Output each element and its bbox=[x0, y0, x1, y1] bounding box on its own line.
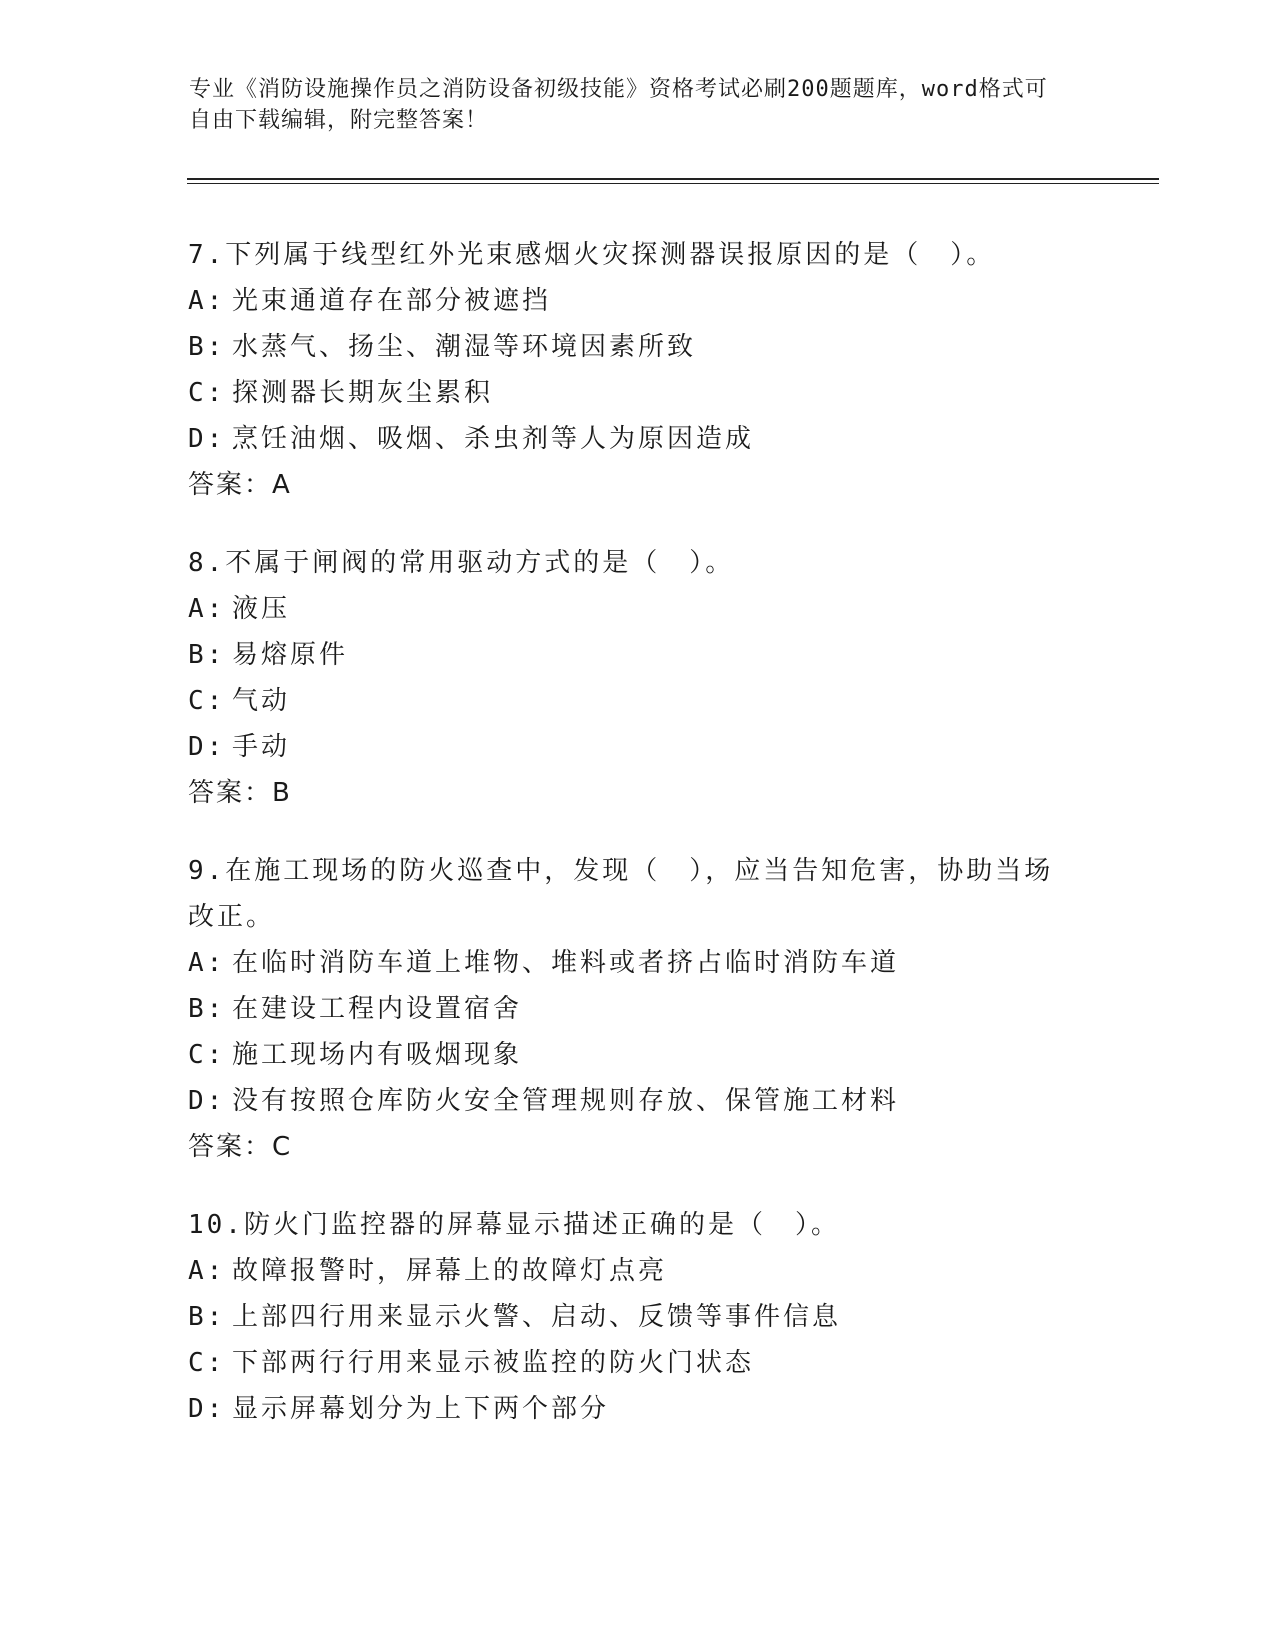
answer-label: 答案：B bbox=[188, 778, 292, 808]
option-text: 上部四行用来显示火警、启动、反馈等事件信息 bbox=[232, 1302, 842, 1332]
option-text: 下部两行行用来显示被监控的防火门状态 bbox=[232, 1348, 755, 1378]
option-text: 手动 bbox=[232, 732, 291, 762]
option-d bbox=[188, 724, 1088, 770]
option-key: D: bbox=[188, 424, 226, 454]
option-text: 施工现场内有吸烟现象 bbox=[232, 1040, 523, 1070]
option-key: B: bbox=[188, 332, 226, 362]
option-key: A: bbox=[188, 948, 226, 978]
option-d bbox=[188, 416, 1088, 462]
option-text: 液压 bbox=[232, 594, 291, 624]
question-stem: 8.不属于闸阀的常用驱动方式的是（ ）。 bbox=[188, 548, 735, 578]
option-text: 烹饪油烟、吸烟、杀虫剂等人为原因造成 bbox=[232, 424, 755, 454]
option-key: A: bbox=[188, 1256, 226, 1286]
option-text: 易熔原件 bbox=[232, 640, 349, 670]
question-9 bbox=[188, 848, 1088, 1170]
header-rule-thin bbox=[187, 183, 1159, 184]
option-text: 水蒸气、扬尘、潮湿等环境因素所致 bbox=[232, 332, 697, 362]
option-key: B: bbox=[188, 1302, 226, 1332]
option-a bbox=[188, 940, 1088, 986]
option-a bbox=[188, 278, 1088, 324]
option-text: 气动 bbox=[232, 686, 291, 716]
option-key: C: bbox=[188, 1040, 226, 1070]
option-key: C: bbox=[188, 378, 226, 408]
option-c bbox=[188, 370, 1088, 416]
option-key: A: bbox=[188, 286, 226, 316]
option-c bbox=[188, 1032, 1088, 1078]
document-header: 专业《消防设施操作员之消防设备初级技能》资格考试必刷200题题库，word格式可自由下载编辑，附完整答案！ bbox=[189, 77, 1048, 133]
answer-label: 答案：C bbox=[188, 1132, 293, 1162]
option-key: C: bbox=[188, 1348, 226, 1378]
option-key: D: bbox=[188, 1394, 226, 1424]
option-a bbox=[188, 1248, 1088, 1294]
option-d bbox=[188, 1078, 1088, 1124]
option-a bbox=[188, 586, 1088, 632]
option-key: B: bbox=[188, 994, 226, 1024]
option-key: B: bbox=[188, 640, 226, 670]
option-d bbox=[188, 1386, 1088, 1432]
option-text: 探测器长期灰尘累积 bbox=[232, 378, 494, 408]
answer-label: 答案：A bbox=[188, 470, 292, 500]
option-b bbox=[188, 1294, 1088, 1340]
option-text: 在建设工程内设置宿舍 bbox=[232, 994, 523, 1024]
option-text: 在临时消防车道上堆物、堆料或者挤占临时消防车道 bbox=[232, 948, 900, 978]
option-c bbox=[188, 678, 1088, 724]
option-text: 故障报警时，屏幕上的故障灯点亮 bbox=[232, 1256, 668, 1286]
question-8 bbox=[188, 540, 1088, 816]
option-b bbox=[188, 986, 1088, 1032]
option-key: C: bbox=[188, 686, 226, 716]
question-list bbox=[188, 232, 1088, 1464]
option-c bbox=[188, 1340, 1088, 1386]
option-key: D: bbox=[188, 1086, 226, 1116]
option-key: D: bbox=[188, 732, 226, 762]
question-10 bbox=[188, 1202, 1088, 1432]
option-b bbox=[188, 324, 1088, 370]
option-b bbox=[188, 632, 1088, 678]
option-text: 光束通道存在部分被遮挡 bbox=[232, 286, 552, 316]
question-stem: 7.下列属于线型红外光束感烟火灾探测器误报原因的是（ ）。 bbox=[188, 240, 996, 270]
option-key: A: bbox=[188, 594, 226, 624]
header-rule-thick bbox=[187, 178, 1159, 180]
question-7 bbox=[188, 232, 1088, 508]
option-text: 显示屏幕划分为上下两个部分 bbox=[232, 1394, 610, 1424]
question-stem: 9.在施工现场的防火巡查中，发现（ ），应当告知危害，协助当场改正。 bbox=[188, 856, 1054, 932]
question-stem: 10.防火门监控器的屏幕显示描述正确的是（ ）。 bbox=[188, 1210, 840, 1240]
option-text: 没有按照仓库防火安全管理规则存放、保管施工材料 bbox=[232, 1086, 900, 1116]
